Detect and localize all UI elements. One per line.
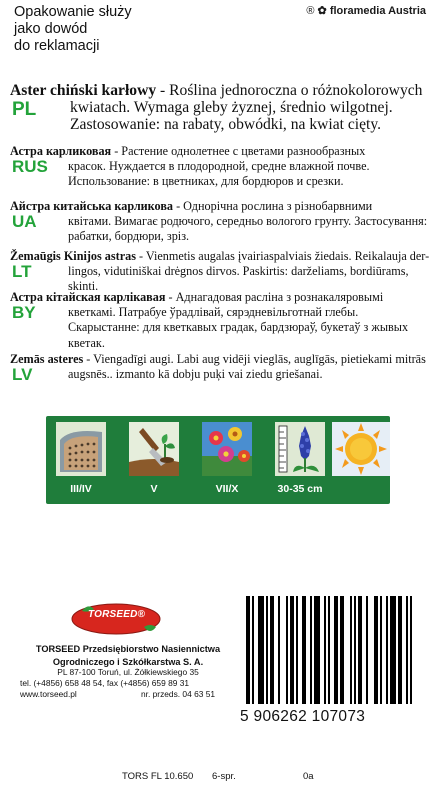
- language-code: LV: [12, 365, 33, 384]
- plant-title: Žemaūgis Kinijos astras: [10, 249, 136, 263]
- brand-name: floramedia Austria: [329, 5, 426, 17]
- company-website: www.torseed.pl: [20, 689, 77, 699]
- plant-title: Астра карликовая: [10, 144, 112, 158]
- description-text: - Viengadīgi augi. Labi aug vidēji vieglās, auglīgās, pietiekami mitrās: [83, 352, 426, 366]
- logo-text: TORSEED®: [88, 609, 146, 620]
- cultivation-icons: [46, 416, 390, 504]
- company-line: Ogrodniczego i Szkółkarstwa S. A.: [52, 656, 204, 667]
- complaint-line: jako dowód: [14, 21, 88, 37]
- description-ua: [10, 199, 428, 245]
- company-name: [20, 643, 236, 668]
- language-code: LT: [12, 262, 32, 281]
- description-text: lingos, vidutiniškai drėgnos dirvos. Paskirtis: darželiams, bordiūrams, skinti.: [68, 264, 409, 294]
- description-text: kwiatach. Wymaga gleby żyznej, średnio wilgotnej. Zastosowanie: na rabaty, obwódki, na kwiat cięty.: [70, 99, 393, 133]
- plant-height-icon: [275, 422, 325, 476]
- description-text: кветкамі. Патрабуе ўрадлівай, сярэдневільготнай глебы. Скарыстанне: для кветкавых градак, бардзюраў, букетаў з жывых кветак.: [68, 305, 409, 350]
- barcode-bars: [240, 596, 420, 706]
- floramedia-brand: [306, 4, 426, 17]
- description-text: - Аднагадовая расліна з рознакаляровымі: [165, 290, 384, 304]
- torseed-logo: [68, 601, 164, 637]
- company-phone: tel. (+4856) 658 48 54, fax (+4856) 659 89 31: [20, 678, 190, 688]
- description-lv: [10, 352, 428, 382]
- print-variant: 0a: [303, 771, 314, 782]
- full-sun-icon: [332, 422, 390, 476]
- floramedia-flower-icon: ✿: [317, 5, 327, 17]
- description-lt: [10, 249, 428, 295]
- complaint-note: [14, 4, 214, 55]
- company-address: PL 87-100 Toruń, ul. Żółkiewskiego 35: [57, 667, 199, 677]
- description-pl: [10, 82, 428, 133]
- company-registration: nr. przeds. 04 63 51: [141, 689, 216, 699]
- icon-label: V: [150, 483, 158, 495]
- barcode-number: 5 906262 107073: [240, 708, 366, 725]
- description-text: augsnēs.. izmanto kā dobju puķi vai ziedu griešanai.: [68, 367, 323, 382]
- plant-title: Zemās asteres: [10, 352, 84, 366]
- description-text: - Однорічна рослина з різнобарвними: [173, 199, 373, 213]
- description-text: - Roślina jednoroczna o różnokolorowych: [156, 82, 423, 99]
- plant-title: Астра кітайская карлікавая: [10, 290, 166, 304]
- company-line: TORSEED Przedsiębiorstwo Nasiennictwa: [35, 644, 221, 654]
- icon-label: III/IV: [70, 483, 92, 495]
- complaint-line: Opakowanie służy: [14, 4, 132, 20]
- planting-out-icon: [129, 422, 179, 476]
- barcode: [240, 596, 420, 725]
- pack-size: 6-spr.: [212, 771, 236, 782]
- language-code: BY: [12, 303, 36, 322]
- language-code: UA: [12, 212, 37, 231]
- icon-label: VII/X: [215, 483, 239, 495]
- sowing-tray-icon: [56, 422, 106, 476]
- description-rus: [10, 144, 428, 190]
- description-text: красок. Нуждается в плодородной, средне влажной почве. Использование: в цветниках, для бордюров и срезки.: [68, 159, 370, 189]
- description-text: - Растение однолетнее с цветами разнообразных: [111, 144, 366, 158]
- description-text: квітами. Вимагає родючого, середньо вологого грунту. Застосування: рабатки, бордюри, зріз.: [68, 214, 428, 244]
- complaint-line: do reklamacji: [14, 38, 100, 54]
- registered-mark: ®: [306, 5, 315, 17]
- product-code: TORS FL 10.650: [122, 771, 194, 782]
- plant-title: Aster chiński karłowy: [10, 82, 157, 99]
- flowering-icon: [202, 422, 252, 476]
- language-code: RUS: [12, 157, 48, 176]
- description-by: [10, 290, 428, 351]
- description-text: - Vienmetis augalas įvairiaspalviais žiedais. Reikalauja der-: [135, 249, 430, 263]
- plant-title: Айстра китайська карликова: [10, 199, 174, 213]
- icon-label: 30-35 cm: [277, 483, 323, 495]
- language-code: PL: [12, 99, 37, 120]
